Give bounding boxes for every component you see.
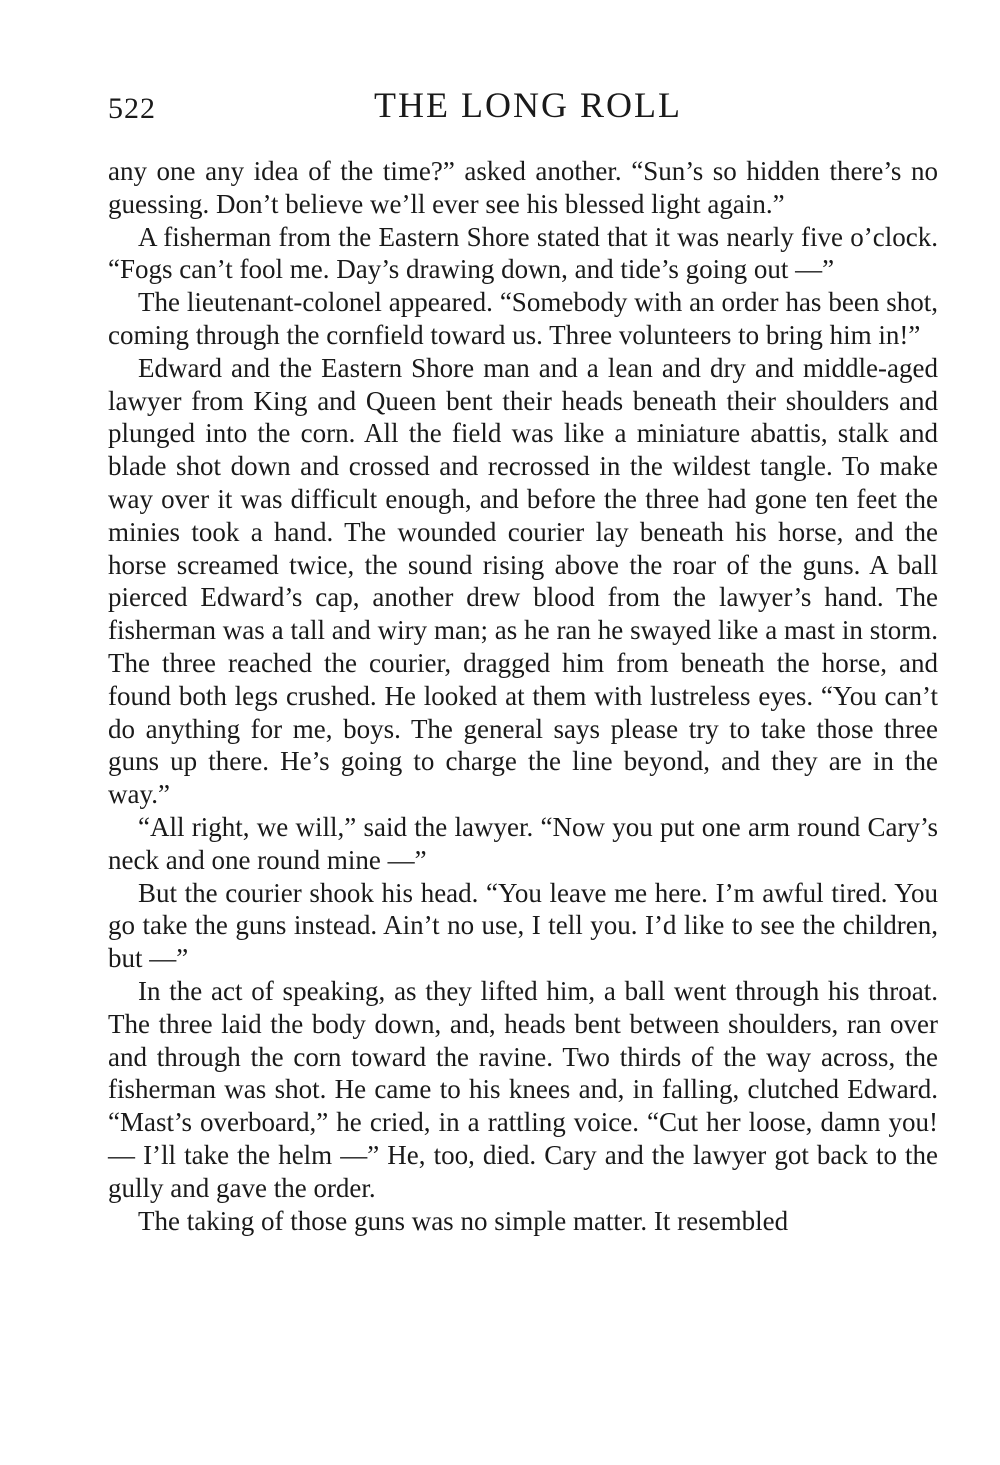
- paragraph: The lieutenant-colonel appeared. “Somebody with an order has been shot, coming through the cornfield toward us. Three volunteers to bring him in!”: [108, 287, 938, 350]
- page-number: 522: [108, 92, 156, 125]
- paragraph: Edward and the Eastern Shore man and a lean and dry and middle-aged lawyer from King and Queen bent their heads beneath their shoulders and plunged into the corn. All the field was like a miniature abattis, stalk and blade shot down and crossed and recrossed in the wildest tangle. To make way over it was difficult enough, and before the three had gone ten feet the minies took a hand. The wounded courier lay beneath his horse, and the horse screamed twice, the sound rising above the roar of the guns. A ball pierced Edward’s cap, another drew blood from the lawyer’s hand. The fisherman was a tall and wiry man; as he ran he swayed like a mast in storm. The three reached the courier, dragged him from beneath the horse, and found both legs crushed. He looked at them with lustreless eyes. “You can’t do anything for me, boys. The general says please try to take those three guns up there. He’s going to charge the line beyond, and they are in the way.”: [108, 352, 938, 810]
- body-text: [108, 155, 938, 1237]
- running-title: THE LONG ROLL: [374, 85, 682, 125]
- paragraph: any one any idea of the time?” asked another. “Sun’s so hidden there’s no guessing. Don’t believe we’ll ever see his blessed light again.”: [108, 156, 938, 219]
- paragraph: In the act of speaking, as they lifted him, a ball went through his throat. The three laid the body down, and, heads bent between shoulders, ran over and through the corn toward the ravine. Two thirds of the way across, the fisherman was shot. He came to his knees and, in falling, clutched Edward. “Mast’s overboard,” he cried, in a rattling voice. “Cut her loose, damn you! — I’ll take the helm —” He, too, died. Cary and the lawyer got back to the gully and gave the order.: [108, 975, 938, 1203]
- paragraph: But the courier shook his head. “You leave me here. I’m awful tired. You go take the guns instead. Ain’t no use, I tell you. I’d like to see the children, but —”: [108, 877, 938, 974]
- paragraph: “All right, we will,” said the lawyer. “Now you put one arm round Cary’s neck and one round mine —”: [108, 811, 938, 875]
- page-header: [108, 84, 938, 134]
- paragraph: The taking of those guns was no simple matter. It resembled: [138, 1205, 789, 1236]
- paragraph: A fisherman from the Eastern Shore stated that it was nearly five o’clock. “Fogs can’t fool me. Day’s drawing down, and tide’s going out —”: [108, 221, 938, 285]
